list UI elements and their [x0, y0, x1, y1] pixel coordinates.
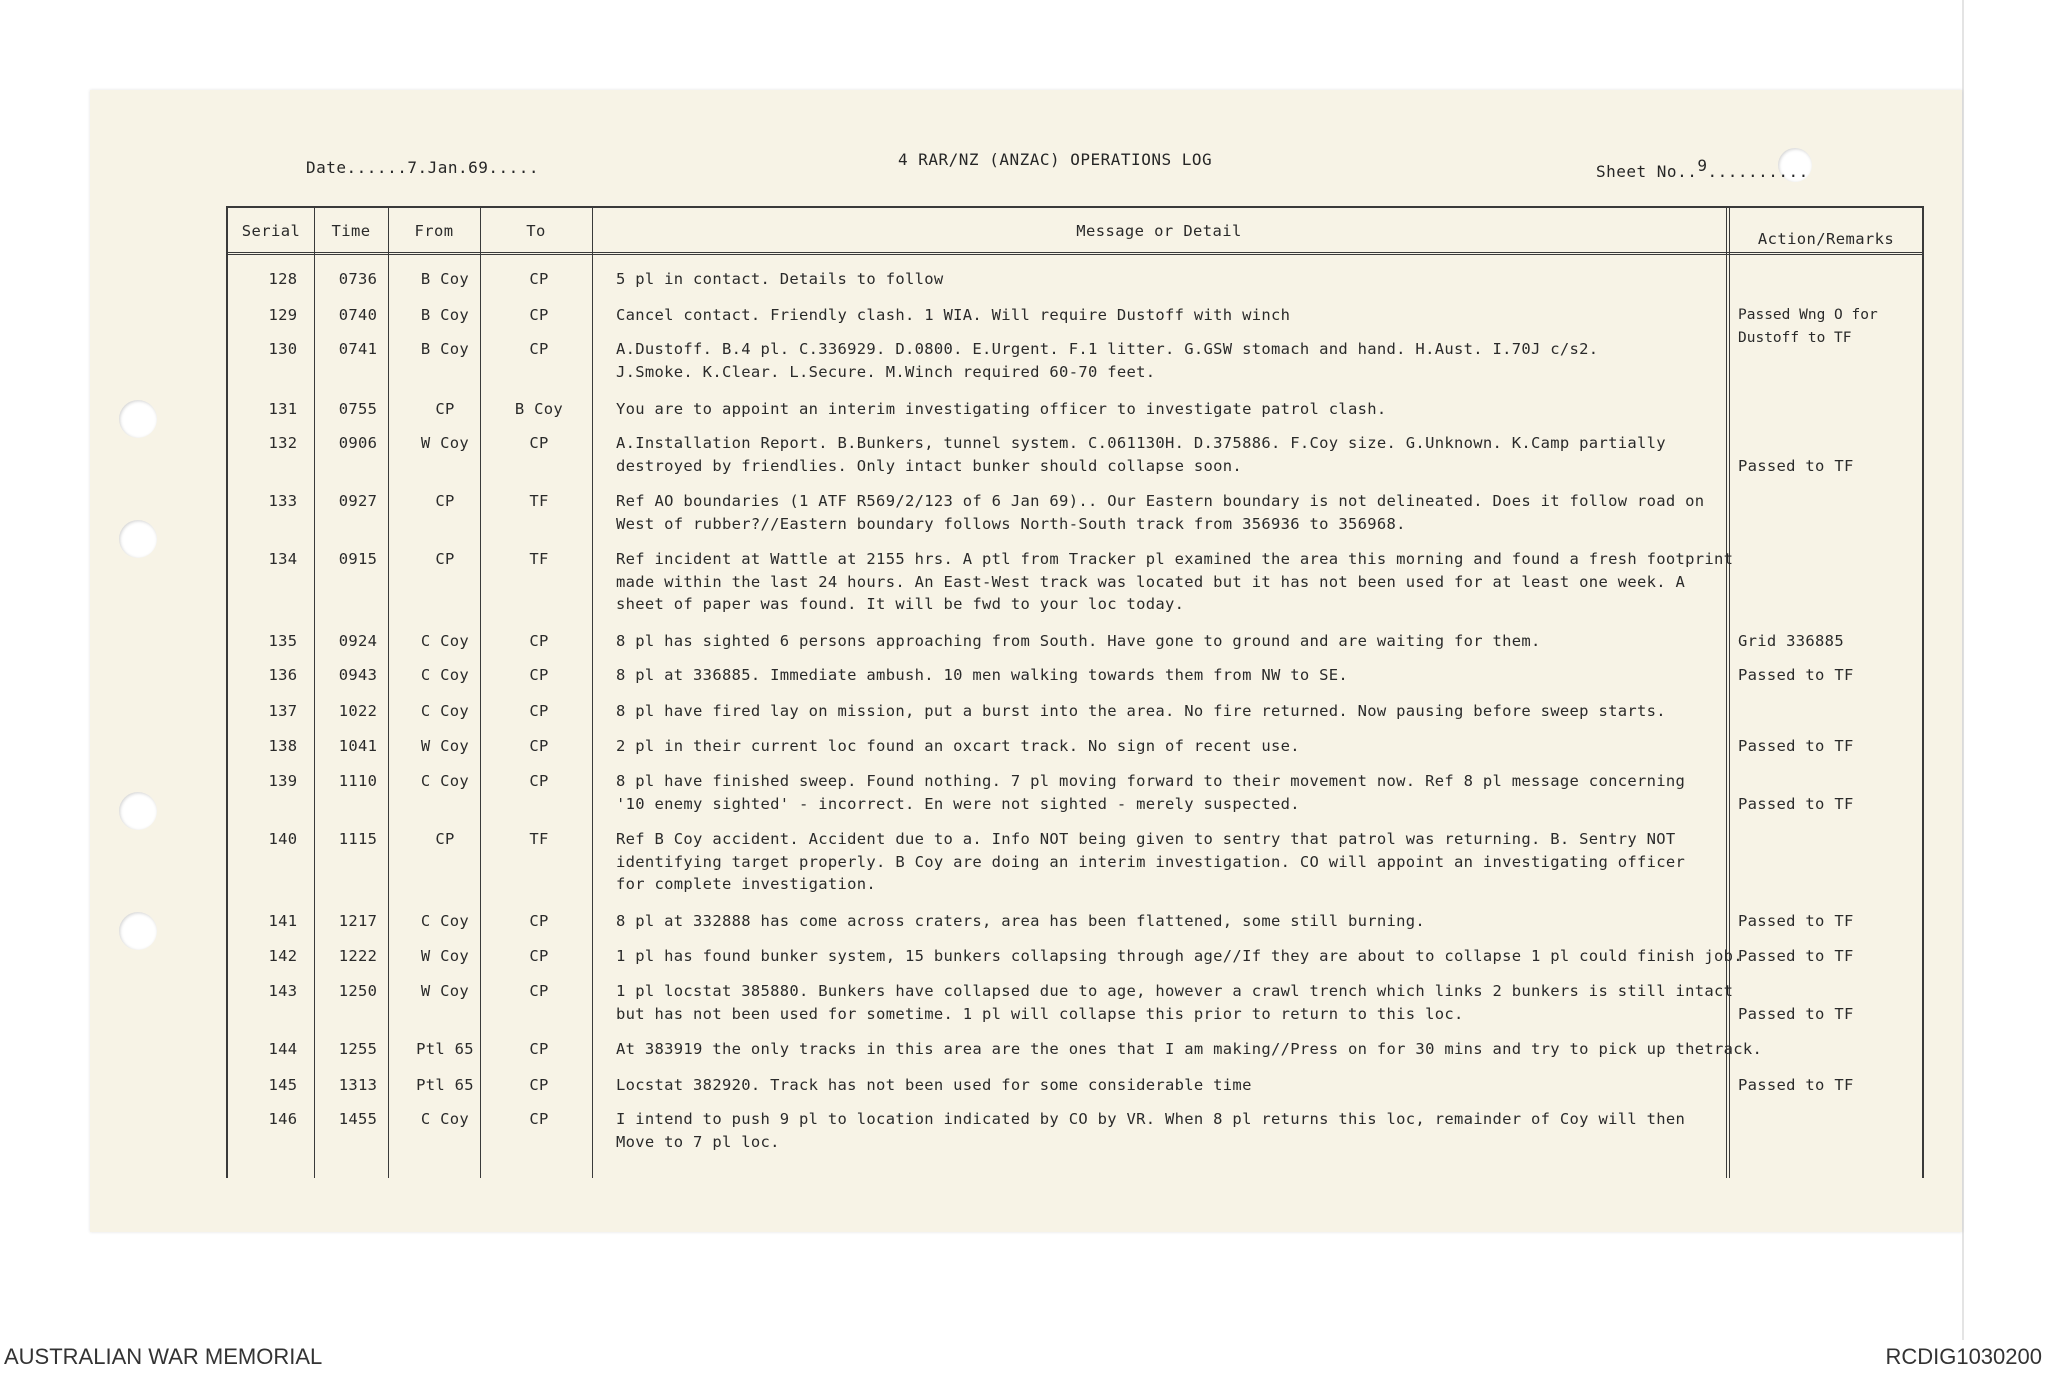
remarks-cell: Grid 336885: [1738, 632, 1844, 650]
serial-cell: 135: [268, 632, 298, 650]
punch-hole: [119, 912, 157, 950]
from-cell: C Coy: [420, 666, 470, 684]
message-cell: 1 pl has found bunker system, 15 bunkers collapsing through age//If they are about to collapse 1 pl could finish job.: [616, 947, 1743, 965]
to-cell: CP: [529, 1110, 549, 1128]
serial-cell: 136: [268, 666, 298, 684]
message-cell: Cancel contact. Friendly clash. 1 WIA. Will require Dustoff with winch: [616, 306, 1291, 324]
serial-cell: 132: [268, 434, 298, 452]
time-cell: 0924: [338, 632, 378, 650]
date-label: Date......: [306, 158, 408, 177]
message-cell: Locstat 382920. Track has not been used for some considerable time: [616, 1076, 1252, 1094]
date-value: 7.Jan.69: [407, 158, 489, 177]
remarks-cell: Passed to TF: [1738, 947, 1854, 965]
punch-hole: [119, 400, 157, 438]
time-cell: 1222: [338, 947, 378, 965]
from-cell: Ptl 65: [416, 1040, 474, 1058]
message-cell: 8 pl have fired lay on mission, put a burst into the area. No fire returned. Now pausing before sweep starts.: [616, 702, 1666, 720]
to-cell: CP: [529, 434, 549, 452]
time-cell: 1255: [338, 1040, 378, 1058]
time-cell: 0740: [338, 306, 378, 324]
serial-cell: 131: [268, 400, 298, 418]
sheet-trail: ..........: [1707, 162, 1809, 181]
log-title: 4 RAR/NZ (ANZAC) OPERATIONS LOG: [898, 150, 1213, 169]
to-cell: TF: [529, 492, 549, 510]
serial-cell: 141: [268, 912, 298, 930]
from-cell: C Coy: [420, 632, 470, 650]
to-cell: TF: [529, 830, 549, 848]
remarks-cell: Passed to TF: [1738, 456, 1854, 475]
sheet-label: Sheet No..: [1596, 162, 1698, 181]
from-cell: B Coy: [420, 306, 470, 324]
message-cell: 8 pl at 336885. Immediate ambush. 10 men walking towards them from NW to SE.: [616, 666, 1349, 684]
remarks-cell: Passed to TF: [1738, 1076, 1854, 1094]
date-field: [306, 158, 539, 177]
message-cell: I intend to push 9 pl to location indicated by CO by VR. When 8 pl returns this loc, remainder of Coy will then Move to 7 pl loc.: [616, 1110, 1686, 1151]
to-cell: CP: [529, 1076, 549, 1094]
from-cell: CP: [435, 400, 455, 418]
message-cell: At 383919 the only tracks in this area are the ones that I am making//Press on for 30 mins and try to pick up thetrack.: [616, 1040, 1763, 1058]
remarks-cell: Passed Wng O for Dustoff to TF: [1738, 307, 1878, 346]
frame-edge: [1962, 0, 1964, 1340]
time-cell: 1022: [338, 702, 378, 720]
time-cell: 0741: [338, 340, 378, 358]
time-cell: 0927: [338, 492, 378, 510]
header-serial: Serial: [241, 222, 301, 240]
remarks-cell: Passed to TF: [1738, 912, 1854, 930]
from-cell: C Coy: [420, 1110, 470, 1128]
message-cell: 5 pl in contact. Details to follow: [616, 270, 944, 288]
serial-cell: 145: [268, 1076, 298, 1094]
from-cell: CP: [435, 492, 455, 510]
time-cell: 0736: [338, 270, 378, 288]
serial-cell: 134: [268, 550, 298, 568]
time-cell: 0915: [338, 550, 378, 568]
from-cell: B Coy: [420, 340, 470, 358]
sheet-value: 9: [1697, 156, 1708, 175]
serial-cell: 138: [268, 737, 298, 755]
from-cell: B Coy: [420, 270, 470, 288]
remarks-cell: Passed to TF: [1738, 1004, 1854, 1023]
header-message: Message or Detail: [1076, 222, 1242, 240]
to-cell: CP: [529, 702, 549, 720]
from-cell: W Coy: [420, 982, 470, 1000]
from-cell: CP: [435, 830, 455, 848]
serial-cell: 130: [268, 340, 298, 358]
archive-reference: RCDIG1030200: [1885, 1344, 2042, 1369]
message-cell: Ref B Coy accident. Accident due to a. Info NOT being given to sentry that patrol was returning. B. Sentry NOT identifying target properly. B Coy are doing an interim investigation. CO will appoint an investigating officer for complete investigation.: [616, 830, 1686, 893]
serial-cell: 137: [268, 702, 298, 720]
header-from: From: [414, 222, 454, 240]
message-cell: Ref AO boundaries (1 ATF R569/2/123 of 6 Jan 69).. Our Eastern boundary is not delineated. Does it follow road on West of rubber?//Eastern boundary follows North-South track from 356936 to 356968.: [616, 492, 1705, 533]
to-cell: CP: [529, 912, 549, 930]
from-cell: CP: [435, 550, 455, 568]
to-cell: CP: [529, 270, 549, 288]
message-cell: 8 pl at 332888 has come across craters, area has been flattened, some still burning.: [616, 912, 1426, 930]
document-sheet: [90, 90, 1962, 1232]
message-cell: 8 pl has sighted 6 persons approaching from South. Have gone to ground and are waiting for them.: [616, 632, 1541, 650]
operations-log-table: [226, 206, 1924, 1178]
message-cell: 8 pl have finished sweep. Found nothing. 7 pl moving forward to their movement now. Ref 8 pl message concerning '10 enemy sighted' - incorrect. En were not sighted - merely suspected.: [616, 772, 1686, 813]
to-cell: TF: [529, 550, 549, 568]
column-divider: [592, 208, 593, 1178]
serial-cell: 133: [268, 492, 298, 510]
remarks-cell: Passed to TF: [1738, 737, 1854, 755]
column-divider: [314, 208, 315, 1178]
table-header-row: [228, 208, 1922, 255]
from-cell: W Coy: [420, 737, 470, 755]
to-cell: CP: [529, 632, 549, 650]
time-cell: 0943: [338, 666, 378, 684]
serial-cell: 143: [268, 982, 298, 1000]
message-cell: 1 pl locstat 385880. Bunkers have collapsed due to age, however a crawl trench which links 2 bunkers is still intact but has not been used for sometime. 1 pl will collapse this prior to return to this loc.: [616, 982, 1734, 1023]
serial-cell: 129: [268, 306, 298, 324]
message-cell: A.Dustoff. B.4 pl. C.336929. D.0800. E.Urgent. F.1 litter. G.GSW stomach and hand. H.Aust. I.70J c/s2. J.Smoke. K.Clear. L.Secure. M.Winch required 60-70 feet.: [616, 340, 1599, 381]
remarks-cell: Passed to TF: [1738, 666, 1854, 684]
from-cell: Ptl 65: [416, 1076, 474, 1094]
from-cell: C Coy: [420, 912, 470, 930]
to-cell: CP: [529, 306, 549, 324]
column-divider: [388, 208, 389, 1178]
serial-cell: 146: [268, 1110, 298, 1128]
serial-cell: 128: [268, 270, 298, 288]
header-remarks: Action/Remarks: [1757, 230, 1895, 248]
punch-hole: [119, 792, 157, 830]
sheet-number-field: [1596, 156, 1809, 181]
time-cell: 1115: [338, 830, 378, 848]
serial-cell: 139: [268, 772, 298, 790]
time-cell: 0755: [338, 400, 378, 418]
date-trail: .....: [488, 158, 540, 177]
from-cell: C Coy: [420, 702, 470, 720]
to-cell: CP: [529, 947, 549, 965]
from-cell: C Coy: [420, 772, 470, 790]
message-cell: A.Installation Report. B.Bunkers, tunnel system. C.061130H. D.375886. F.Coy size. G.Unknown. K.Camp partially destroyed by friendlies. Only intact bunker should collapse soon.: [616, 434, 1666, 475]
header-to: To: [526, 222, 546, 240]
to-cell: CP: [529, 772, 549, 790]
time-cell: 1313: [338, 1076, 378, 1094]
archive-caption-bar: [0, 1340, 2048, 1374]
time-cell: 0906: [338, 434, 378, 452]
to-cell: CP: [529, 666, 549, 684]
time-cell: 1250: [338, 982, 378, 1000]
serial-cell: 144: [268, 1040, 298, 1058]
time-cell: 1455: [338, 1110, 378, 1128]
to-cell: CP: [529, 1040, 549, 1058]
message-cell: 2 pl in their current loc found an oxcart track. No sign of recent use.: [616, 737, 1300, 755]
to-cell: CP: [529, 340, 549, 358]
serial-cell: 140: [268, 830, 298, 848]
from-cell: W Coy: [420, 947, 470, 965]
time-cell: 1217: [338, 912, 378, 930]
archive-name: AUSTRALIAN WAR MEMORIAL: [4, 1344, 323, 1369]
from-cell: W Coy: [420, 434, 470, 452]
message-cell: Ref incident at Wattle at 2155 hrs. A ptl from Tracker pl examined the area this morning and found a fresh footprint made within the last 24 hours. An East-West track was located but it has not been used for at least one week. A sheet of paper was found. It will be fwd to your loc today.: [616, 550, 1734, 613]
header-time: Time: [331, 222, 371, 240]
remarks-cell: Passed to TF: [1738, 794, 1854, 813]
punch-hole: [119, 520, 157, 558]
message-cell: You are to appoint an interim investigating officer to investigate patrol clash.: [616, 400, 1387, 418]
serial-cell: 142: [268, 947, 298, 965]
time-cell: 1110: [338, 772, 378, 790]
to-cell: CP: [529, 982, 549, 1000]
to-cell: CP: [529, 737, 549, 755]
to-cell: B Coy: [514, 400, 564, 418]
time-cell: 1041: [338, 737, 378, 755]
